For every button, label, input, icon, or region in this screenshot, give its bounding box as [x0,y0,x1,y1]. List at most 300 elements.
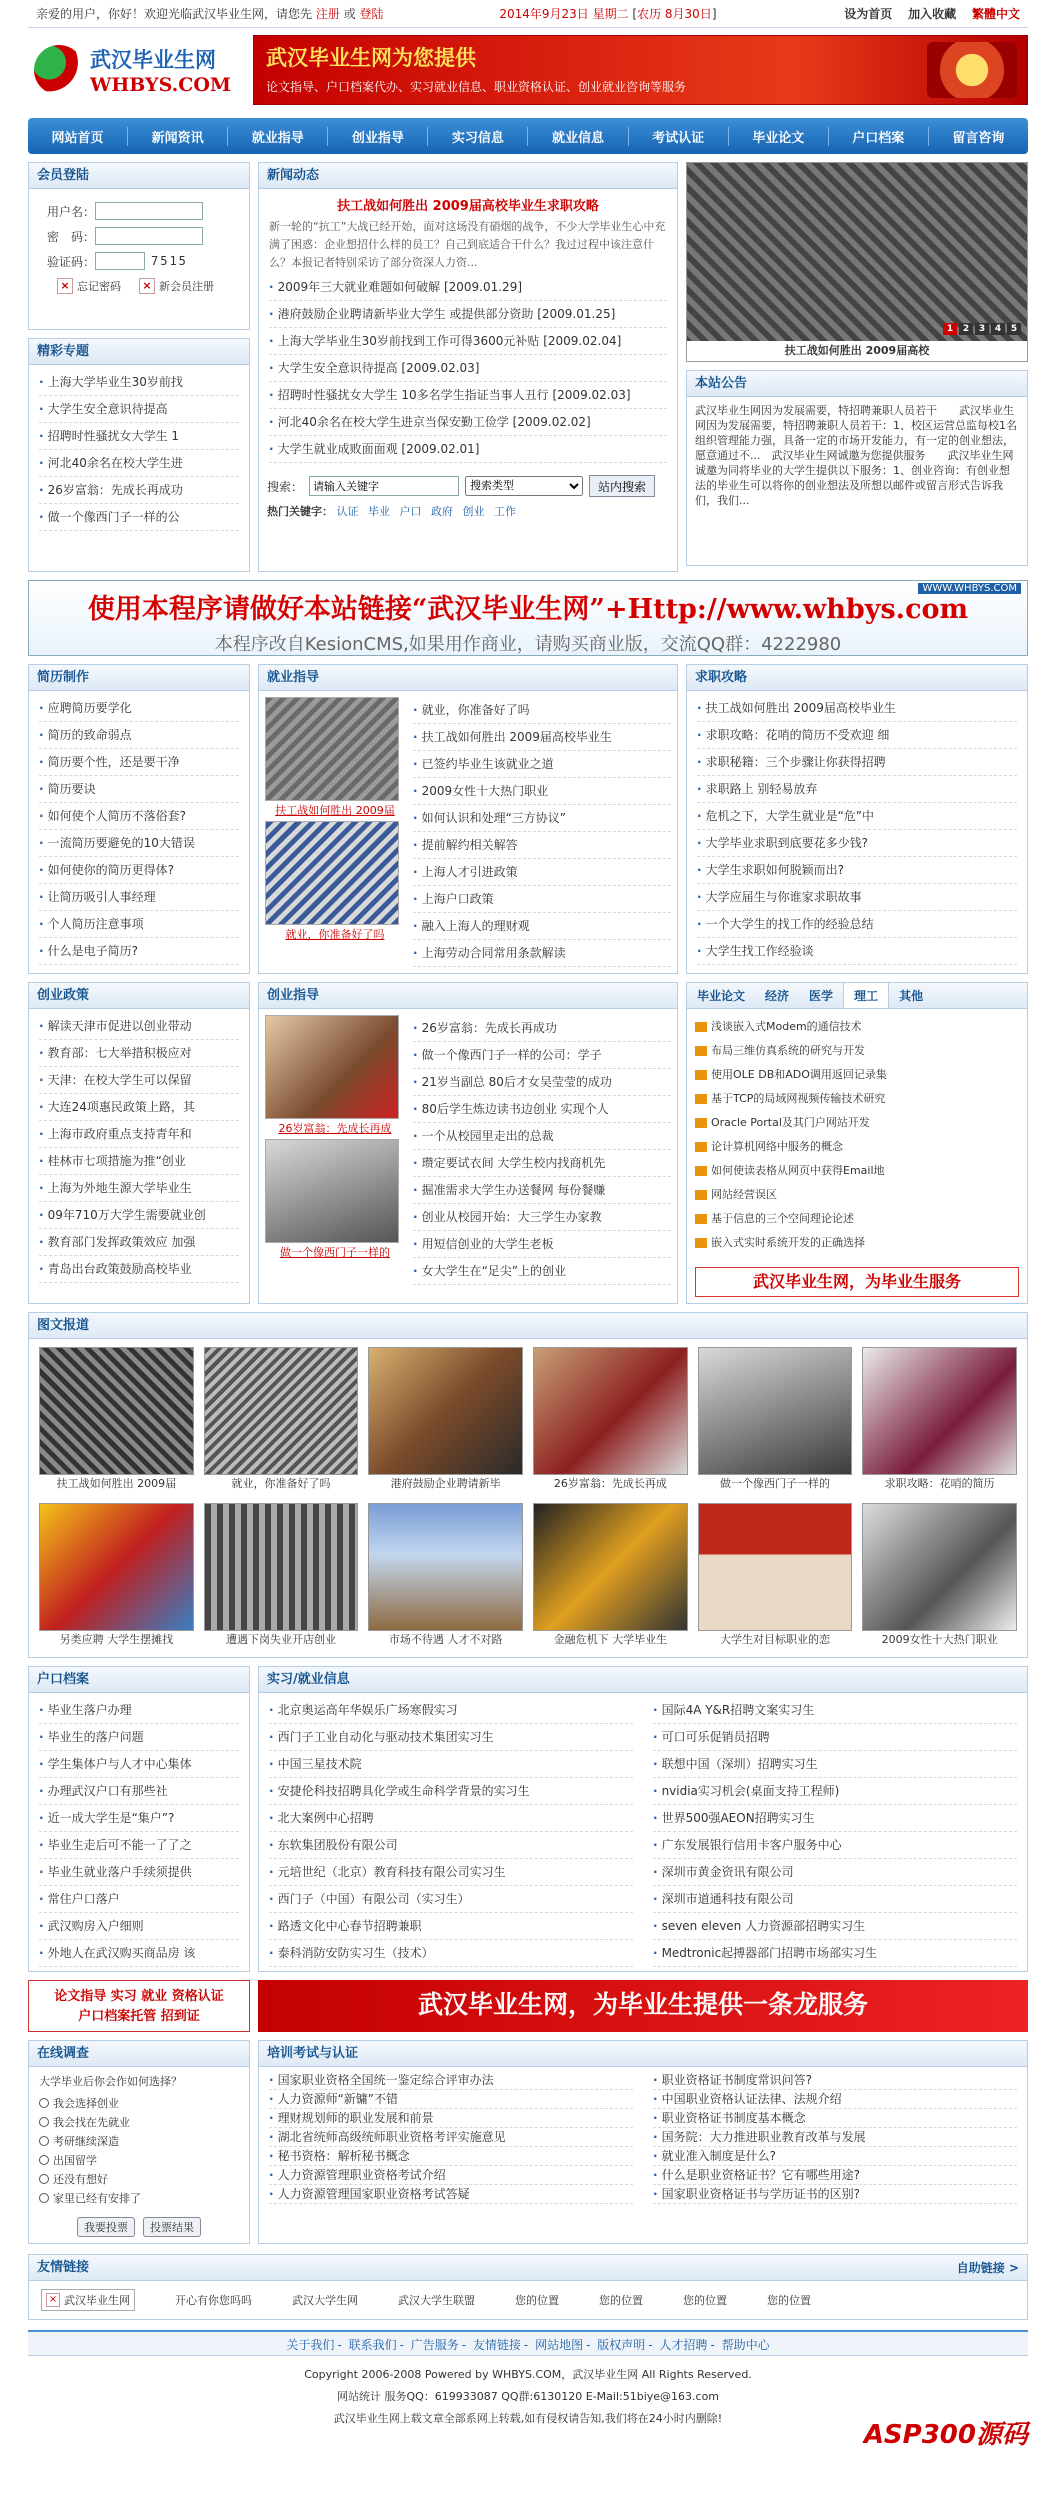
list-item[interactable]: · 大学生求职如何脱颖而出? [697,857,1017,884]
list-item[interactable]: · 西门子（中国）有限公司（实习生） [269,1886,633,1913]
list-item[interactable]: · 求职秘籍：三个步骤让你获得招聘 [697,749,1017,776]
header-banner[interactable] [253,35,1028,105]
friend-link-logo[interactable] [41,2289,135,2311]
list-item[interactable] [695,1207,1019,1231]
list-item[interactable]: · 招聘时性骚扰女大学生 1 [39,423,239,450]
survey-option[interactable] [39,2169,239,2188]
career-title: 就业指导 [259,665,677,691]
hot-keyword[interactable]: 毕业 [368,505,390,518]
news-item-title: 大学生就业成败面面观 [277,442,398,456]
survey-option-label: 家里已经有安排了 [53,2191,141,2205]
hot-keyword[interactable]: 认证 [336,505,359,518]
close-icon: × [57,278,73,294]
list-item[interactable]: · 26岁富翁：先成长再成功 [413,1015,671,1042]
survey-option[interactable] [39,2093,239,2112]
list-item[interactable]: · 理财规划师的职业发展和前景 [269,2109,633,2128]
survey-option-label: 考研继续深造 [53,2134,119,2148]
tab-other[interactable]: 其他 [899,989,924,1003]
list-item[interactable]: · 80后学生炼边读书边创业 实现个人 [413,1096,671,1123]
list-item[interactable]: · 简历要个性，还是要干净 [39,749,239,776]
list-item[interactable]: · 上海劳动合同常用条款解读 [413,940,671,967]
list-item[interactable]: · 个人简历注意事项 [39,911,239,938]
list-item[interactable]: · 大学应届生与你谁家求职故事 [697,884,1017,911]
career-photo-caption[interactable]: 扶工战如何胜出 2009届 [275,804,395,817]
list-item[interactable]: · 上海户口政策 [413,886,671,913]
training-box [258,2040,1028,2244]
training-content [259,2067,1027,2208]
list-item[interactable] [269,274,667,301]
hot-keyword[interactable]: 户口 [399,505,422,518]
list-item[interactable]: · seven eleven 人力资源部招聘实习生 [653,1913,1017,1940]
vote-button[interactable]: 我要投票 [77,2217,135,2237]
list-item[interactable]: · 安捷伦科技招聘具化学或生命科学背景的实习生 [269,1778,633,1805]
promo-banner[interactable]: 武汉毕业生网，为毕业生提供一条龙服务 [258,1980,1028,2032]
list-item[interactable]: · 国际4A Y&R招聘文案实习生 [653,1697,1017,1724]
list-item[interactable]: · 青岛出台政策鼓励高校毕业 [39,1256,239,1283]
list-item[interactable]: · 2009女性十大热门职业 [413,778,671,805]
list-item[interactable]: · 一个大学生的找工作的经验总结 [697,911,1017,938]
survey-option[interactable] [39,2131,239,2150]
banner-decoration-icon [927,42,1017,98]
nav-home[interactable]: 网站首页 [28,127,128,146]
page [28,0,1028,2450]
jobhunt-list [687,691,1027,969]
career-photo-caption[interactable]: 就业，你准备好了吗 [285,928,385,941]
list-item[interactable]: · 上海市政府重点支持青年和 [39,1121,239,1148]
forgot-password-button[interactable] [57,278,121,294]
list-item[interactable]: · 广东发展银行信用卡客户服务中心 [653,1832,1017,1859]
list-item[interactable]: · 09年710万大学生需要就业创 [39,1202,239,1229]
nav-message[interactable]: 留言咨询 [952,130,1005,146]
list-item[interactable]: · 掘准需求大学生办送餐网 每份餐赚 [413,1177,671,1204]
list-item[interactable]: · 职业资格证书制度常识问答? [653,2071,1017,2090]
list-item[interactable] [695,1135,1019,1159]
photo-item[interactable] [368,1347,523,1493]
list-item[interactable] [695,1063,1019,1087]
register-link[interactable]: 注册 [315,7,340,21]
list-item[interactable]: · 让简历吸引人事经理 [39,884,239,911]
nav-thesis[interactable]: 毕业论文 [729,127,829,146]
news-item-title: 2009年三大就业难题如何破解 [277,280,441,294]
login-link[interactable]: 登陆 [359,7,384,21]
news-item-title: 大学生安全意识待提高 [277,361,398,375]
slide-page[interactable]: 2 [959,323,973,335]
register-label: 新会员注册 [159,280,214,293]
list-item[interactable] [269,355,667,382]
photo-item[interactable] [204,1347,359,1493]
list-item[interactable]: · 上海人才引进政策 [413,859,671,886]
survey-option[interactable] [39,2188,239,2207]
list-item[interactable]: · 求职攻略：花哨的简历不受欢迎 细 [697,722,1017,749]
list-item[interactable]: · 秘书资格：解析秘书概念 [269,2147,633,2166]
list-item[interactable]: · 教育部门发挥政策效应 加强 [39,1229,239,1256]
photo-report-title: 图文报道 [29,1313,1027,1339]
list-item[interactable]: · 就业，你准备好了吗 [413,697,671,724]
list-item[interactable] [695,1231,1019,1255]
list-item[interactable]: · 国务院：大力推进职业教育改革与发展 [653,2128,1017,2147]
photo-caption: 求职攻略：花哨的简历 [884,1477,995,1490]
survey-buttons [39,2217,239,2237]
set-home-link[interactable]: 设为首页 [844,7,893,21]
policy-box [28,982,250,1304]
list-item[interactable]: · 危机之下，大学生就业是“危”中 [697,803,1017,830]
password-row [29,225,249,247]
list-item[interactable]: · 人力资源师“新镛”不错 [269,2090,633,2109]
list-item[interactable]: · 深圳市黄金资讯有限公司 [653,1859,1017,1886]
list-item[interactable] [269,301,667,328]
photo-thumb [862,1503,1017,1631]
career-photo[interactable] [265,821,399,925]
jobs-title: 实习/就业信息 [259,1667,1027,1693]
list-item[interactable]: · 做一个像西门子一样的公 [39,504,239,531]
list-item[interactable]: · 中国职业资格认证法律、法规介绍 [653,2090,1017,2109]
login-box [28,162,250,330]
list-item[interactable]: · 扶工战如何胜出 2009届高校毕业生 [697,695,1017,722]
hukou-list [29,1693,249,1971]
search-input[interactable] [309,476,459,496]
bizguide-photo-caption[interactable]: 做一个像西门子一样的 [280,1246,390,1259]
photo-item[interactable] [204,1503,359,1649]
survey-form [29,2067,249,2243]
photo-report-box [28,1312,1028,1658]
password-input[interactable] [95,227,203,245]
nav-startup[interactable]: 创业指导 [328,127,428,146]
list-item[interactable]: · 桂林市七项措施为推“创业 [39,1148,239,1175]
list-item[interactable]: · 融入上海人的理财观 [413,913,671,940]
photo-item[interactable] [533,1347,688,1493]
list-item[interactable] [695,1015,1019,1039]
captcha-input[interactable] [95,252,145,270]
list-item[interactable]: · 北京奥运高年华娱乐广场寒假实习 [269,1697,633,1724]
tab-medicine[interactable]: 医学 [809,989,834,1003]
list-item[interactable] [695,1183,1019,1207]
radio-icon[interactable] [39,2098,49,2108]
slide-caption[interactable]: 扶工战如何胜出 2009届高校 [687,341,1027,361]
list-item[interactable]: · 毕业生的落户问题 [39,1724,239,1751]
list-item[interactable]: · 女大学生在“足尖”上的创业 [413,1258,671,1285]
list-item[interactable]: · 扶工战如何胜出 2009届高校毕业生 [413,724,671,751]
result-button[interactable]: 投票结果 [143,2217,201,2237]
photo-thumb [862,1347,1017,1475]
self-link-button[interactable]: 自助链接 > [956,2261,1019,2275]
photo-caption: 市场不待遇 人才不对路 [388,1633,503,1646]
friend-link[interactable]: 您的位置 [767,2294,811,2307]
hukou-box [28,1666,250,1972]
list-item[interactable]: · 如何使你的简历更得体? [39,857,239,884]
footer-link[interactable]: 版权声明 [597,2338,646,2352]
list-item[interactable]: · 国家职业资格全国统一鉴定综合评审办法 [269,2071,633,2090]
photo-item[interactable] [533,1503,688,1649]
friend-link[interactable]: 开心有你您吗吗 [175,2294,252,2307]
survey-option[interactable] [39,2150,239,2169]
list-item[interactable]: · 东软集团股份有限公司 [269,1832,633,1859]
service-banner[interactable]: 武汉毕业生网，为毕业生服务 [695,1267,1019,1297]
site-logo[interactable] [28,32,253,108]
doc-icon [695,1190,707,1200]
friend-links-box [28,2254,1028,2320]
list-item[interactable]: · 可口可乐促销员招聘 [653,1724,1017,1751]
list-item[interactable]: · 西门子工业自动化与驱动技术集团实习生 [269,1724,633,1751]
row-career [28,664,1028,974]
ad-strip[interactable] [28,580,1028,656]
list-item[interactable]: · 联想中国（深圳）招聘实习生 [653,1751,1017,1778]
doc-icon [695,1046,707,1056]
survey-question: 大学毕业后你会作如何选择？ [39,2075,182,2088]
list-item[interactable] [269,328,667,355]
photo-slideshow[interactable] [686,162,1028,362]
list-item[interactable]: · 天津：在校大学生可以保留 [39,1067,239,1094]
nav-news[interactable]: 新闻资讯 [128,127,228,146]
watermark-logo: ASP300源码 [863,2420,1028,2450]
ad-line1: 使用本程序请做好本站链接“武汉毕业生网”+Http://www.whbys.com [87,594,969,625]
welcome-text: 亲爱的用户，你好！欢迎光临武汉毕业生网，请您先 [36,7,313,21]
list-item[interactable] [695,1039,1019,1063]
topics-title: 精彩专题 [29,339,249,365]
list-item[interactable]: · 中国三星技术院 [269,1751,633,1778]
promo-services-line2: 户口档案托管 招到证 [78,2009,200,2024]
date-text: 2014年9月23日 星期二 [499,7,629,21]
doc-icon [695,1142,707,1152]
list-item[interactable]: · 解读天津市促进以创业带动 [39,1013,239,1040]
footer-contact: 网站统计 服务QQ：619933087 QQ群:6130120 E-Mail:51biye@163.com [336,2390,720,2403]
list-item[interactable]: · 大学生找工作经验谈 [697,938,1017,965]
photo-item[interactable] [698,1503,853,1649]
list-item[interactable]: · 近一成大学生是“集户”? [39,1805,239,1832]
list-item[interactable]: · 简历的致命弱点 [39,722,239,749]
list-item[interactable]: · 瓒定要试衣间 大学生校内找商机先 [413,1150,671,1177]
list-item[interactable]: · 大学毕业求职到底要花多少钱? [697,830,1017,857]
banner-title: 武汉毕业生网为您提供 [266,46,476,70]
hot-keyword[interactable]: 工作 [494,505,516,518]
logo-cn: 武汉毕业生网 [90,47,216,72]
list-item[interactable]: · 大连24项惠民政策上路，其 [39,1094,239,1121]
policy-list [29,1009,249,1287]
career-box [258,664,678,974]
photo-item[interactable] [698,1347,853,1493]
radio-icon[interactable] [39,2117,49,2127]
list-item[interactable]: · 世界500强AEON招聘实习生 [653,1805,1017,1832]
radio-icon[interactable] [39,2136,49,2146]
hot-keyword[interactable]: 政府 [431,505,453,518]
list-item[interactable]: · 常住户口落户 [39,1886,239,1913]
news-headline[interactable]: 扶工战如何胜出 2009届高校毕业生求职攻略 [337,199,599,214]
career-photo[interactable] [265,697,399,801]
list-item[interactable]: · 元培世纪（北京）教育科技有限公司实习生 [269,1859,633,1886]
footer-nav: 关于我们 - 联系我们 - 广告服务 - 友情链接 - 网站地图 - 版权声明 - 人才招聘 - 帮助中心 [28,2330,1028,2356]
radio-icon[interactable] [39,2174,49,2184]
career-content [259,691,677,973]
slide-page[interactable]: 3 [975,323,989,335]
bizguide-photo[interactable] [265,1015,399,1119]
footer-link[interactable]: 关于我们 [286,2338,335,2352]
list-item[interactable]: · 办理武汉户口有那些社 [39,1778,239,1805]
list-item[interactable]: · 简历要诀 [39,776,239,803]
nav-exam[interactable]: 考试认证 [629,127,729,146]
list-item[interactable]: · 就业准入制度是什么? [653,2147,1017,2166]
list-item[interactable]: · 国家职业资格证书与学历证书的区别? [653,2185,1017,2204]
list-item[interactable]: · 21岁当副总 80后才女吴莹莹的成功 [413,1069,671,1096]
photo-item[interactable] [39,1347,194,1493]
slide-page[interactable]: 5 [1007,323,1021,335]
news-item-date: [2009.02.04] [543,334,622,348]
list-item[interactable]: · 已签约毕业生该就业之道 [413,751,671,778]
slide-page[interactable]: 4 [991,323,1005,335]
list-item[interactable]: · 提前解约相关解答 [413,832,671,859]
bizguide-thumbs [265,1015,405,1285]
list-item[interactable]: · 人力资源管理国家职业资格考试答疑 [269,2185,633,2204]
promo-services[interactable] [28,1980,250,2032]
list-item[interactable]: · 什么是电子简历? [39,938,239,965]
list-item[interactable]: · 北大案例中心招聘 [269,1805,633,1832]
friend-link[interactable]: 您的位置 [515,2294,559,2307]
list-item[interactable]: · 什么是职业资格证书？它有哪些用途? [653,2166,1017,2185]
radio-icon[interactable] [39,2193,49,2203]
bizguide-photo[interactable] [265,1139,399,1243]
radio-icon[interactable] [39,2155,49,2165]
list-item[interactable] [695,1087,1019,1111]
list-item[interactable]: · 如何使个人简历不落俗套? [39,803,239,830]
news-item-title: 招聘时性骚扰女大学生 10多名学生指证当事人丑行 [277,388,549,402]
tab-thesis[interactable]: 毕业论文 [697,989,746,1003]
bizguide-photo-caption[interactable]: 26岁富翁：先成长再成 [278,1122,392,1135]
list-item[interactable]: · 用短信创业的大学生老板 [413,1231,671,1258]
list-item[interactable]: · 教育部：七大举措积极应对 [39,1040,239,1067]
bizguide-content [259,1009,677,1291]
photo-item[interactable] [862,1347,1017,1493]
footer-link[interactable]: 帮助中心 [721,2338,770,2352]
doc-icon [695,1094,707,1104]
list-item[interactable] [269,436,667,463]
footer-link[interactable]: 联系我们 [348,2338,397,2352]
survey-option[interactable] [39,2112,239,2131]
list-item[interactable]: · 毕业生落户办理 [39,1697,239,1724]
list-item[interactable] [695,1111,1019,1135]
search-label: 搜索： [267,479,304,494]
list-item[interactable]: · 外地人在武汉购买商品房 该 [39,1940,239,1967]
photo-item[interactable] [862,1503,1017,1649]
friend-links-title: 友情链接 [37,2260,90,2275]
tab-economy[interactable]: 经济 [765,989,790,1003]
nav-internship[interactable]: 实习信息 [428,127,528,146]
list-item[interactable]: · 创业从校园开始：大三学生办家教 [413,1204,671,1231]
list-item[interactable]: · 深圳市道通科技有限公司 [653,1886,1017,1913]
news-headline-area [259,189,677,274]
list-item[interactable]: · 路透文化中心春节招聘兼职 [269,1913,633,1940]
list-item[interactable]: · 上海大学毕业生30岁前找 [39,369,239,396]
photo-thumb [39,1503,194,1631]
photo-thumb [204,1503,359,1631]
nav-career[interactable]: 就业指导 [228,127,328,146]
traditional-chinese-link[interactable]: 繁體中文 [971,7,1020,21]
list-item[interactable]: · 毕业生就业落户手续须提供 [39,1859,239,1886]
list-item[interactable]: · 湖北省统师高级统师职业资格考评实施意见 [269,2128,633,2147]
notice-box [686,370,1028,566]
friend-link[interactable]: 武汉大学生网 [292,2294,358,2307]
list-item[interactable]: · 泰科消防安防实习生（技术） [269,1940,633,1967]
jobs-box [258,1666,1028,1972]
close-icon: × [46,2293,60,2307]
doc-icon [695,1118,707,1128]
survey-title: 在线调查 [29,2041,249,2067]
list-item[interactable]: · nvidia实习机会(桌面支持工程师) [653,1778,1017,1805]
list-item[interactable]: · 武汉购房入户细则 [39,1913,239,1940]
hot-keyword[interactable]: 创业 [462,505,485,518]
add-fav-link[interactable]: 加入收藏 [908,7,957,21]
list-item[interactable]: · 做一个像西门子一样的公司：学子 [413,1042,671,1069]
list-item[interactable]: · 应聘简历要学化 [39,695,239,722]
search-type-select[interactable] [465,476,583,496]
list-item[interactable]: · 学生集体户与人才中心集体 [39,1751,239,1778]
list-item[interactable]: · 26岁富翁：先成长再成功 [39,477,239,504]
photo-caption: 做一个像西门子一样的 [719,1477,830,1490]
list-item[interactable]: · 毕业生走后可不能一了了之 [39,1832,239,1859]
username-input[interactable] [95,202,203,220]
slide-page[interactable]: 1 [943,323,957,335]
news-item-date: [2009.02.01] [401,442,480,456]
login-title: 会员登陆 [29,163,249,189]
photo-thumb [533,1347,688,1475]
register-button[interactable] [139,278,214,294]
jobhunt-box [686,664,1028,974]
friend-link[interactable]: 您的位置 [599,2294,643,2307]
photo-item[interactable] [39,1503,194,1649]
list-item[interactable] [269,409,667,436]
ad-site-tag: WWW.WHBYS.COM [918,583,1021,594]
news-item-title: 河北40余名在校大学生进京当保安勤工俭学 [277,415,509,429]
welcome-area [36,5,384,22]
career-list [413,697,671,967]
friend-link[interactable]: 您的位置 [683,2294,727,2307]
tab-engineering[interactable]: 理工 [843,983,889,1008]
footer-link[interactable]: 网站地图 [535,2338,584,2352]
footer-link[interactable]: 友情链接 [472,2338,521,2352]
list-item[interactable]: · 求职路上 别轻易放弃 [697,776,1017,803]
login-buttons [29,278,249,294]
list-item[interactable] [695,1159,1019,1183]
thesis-item-label: 如何使读表格从网页中获得Email地 [711,1164,885,1177]
list-item[interactable]: · 一个从校园里走出的总裁 [413,1123,671,1150]
list-item[interactable]: · 大学生安全意识待提高 [39,396,239,423]
notice-text[interactable]: 武汉毕业生网因为发展需要，特招聘兼职人员若干 武汉毕业生网因为发展需要，特招聘兼职人员若干：1、校区运营总监每校1名组织管理能力强，具备一定的市场开发能力，有一定的创业想法，愿意通过不... 武汉毕业生网诚邀为您提供服务 武汉毕业生网诚邀为同将毕业的大学生提供以下服务：1、创业咨询：有创业想法的毕业生可以将你的创业想法及所想以邮件或留言形式告诉我们，我们... [695,404,1017,507]
thesis-item-label: Oracle Portal及其门户网站开发 [711,1116,870,1129]
news-item-date: [2009.01.25] [537,307,616,321]
nav-hukou[interactable]: 户口档案 [829,127,929,146]
hukou-title: 户口档案 [29,1667,249,1693]
row-survey-training [28,2040,1028,2244]
close-icon: × [139,278,155,294]
resume-box [28,664,250,974]
list-item[interactable]: · 上海为外地生源大学毕业生 [39,1175,239,1202]
footer-link[interactable]: 广告服务 [410,2338,459,2352]
captcha-label: 验证码： [47,254,96,269]
footer-link[interactable]: 人才招聘 [659,2338,708,2352]
photo-thumb [698,1347,853,1475]
jobs-content [259,1693,1027,1971]
list-item[interactable]: · 一流简历要避免的10大错误 [39,830,239,857]
nav-jobs[interactable]: 就业信息 [528,127,628,146]
list-item[interactable]: · 职业资格证书制度基本概念 [653,2109,1017,2128]
list-item[interactable]: · 河北40余名在校大学生进 [39,450,239,477]
list-item[interactable] [269,382,667,409]
list-item[interactable]: · Medtronic起搏器部门招聘市场部实习生 [653,1940,1017,1967]
search-button[interactable]: 站内搜索 [589,475,655,497]
bizguide-list [413,1015,671,1285]
list-item[interactable]: · 人力资源管理职业资格考试介绍 [269,2166,633,2185]
photo-item[interactable] [368,1503,523,1649]
list-item[interactable]: · 如何认识和处理“三方协议” [413,805,671,832]
thesis-item-label: 嵌入式实时系统开发的正确选择 [711,1236,865,1249]
friend-link[interactable]: 武汉大学生联盟 [398,2294,475,2307]
